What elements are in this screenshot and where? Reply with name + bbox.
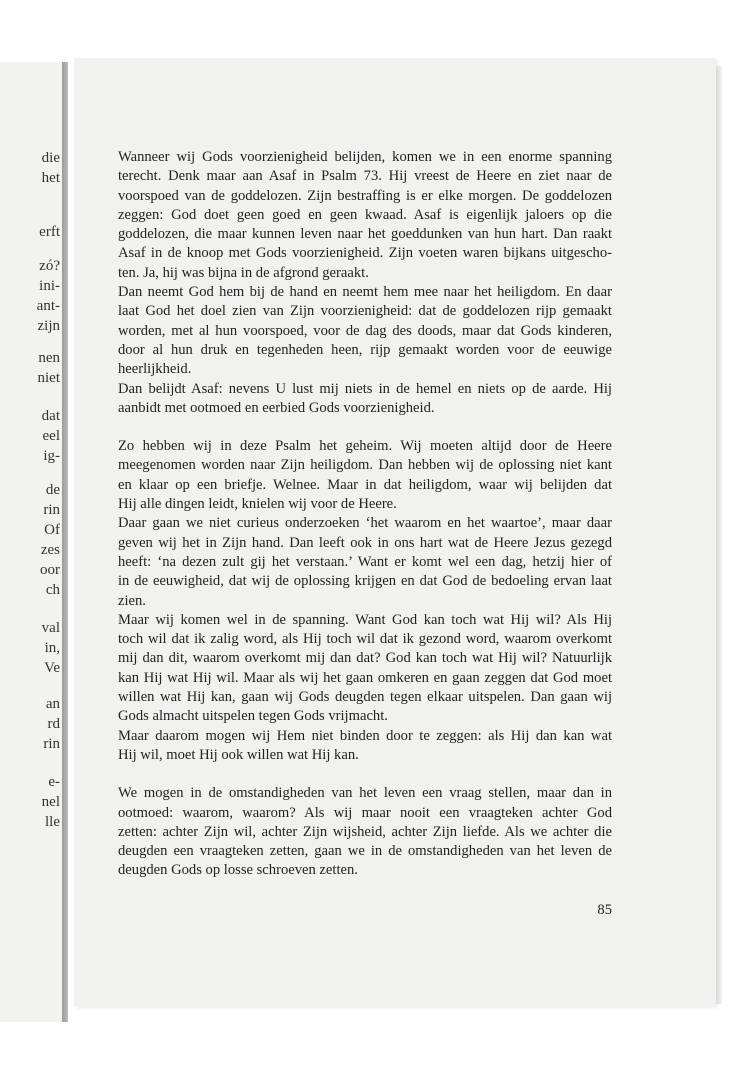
text-line: ootmoed: waarom, waarom? Als wij maar nooit een vraagteken achter God xyxy=(118,804,612,821)
text-line: deugden een vraagteken zetten, gaan we in de omstandigheden van het leven de xyxy=(118,843,612,860)
text-line: Gods almacht uitspelen tegen Gods vrijmacht. xyxy=(118,708,388,725)
text-line: heeft: ‘na dezen zult gij het verstaan.’ Want er komt wel een dag, hetzij hier of xyxy=(118,553,612,570)
page-number: 85 xyxy=(597,902,612,918)
left-page-fragment: zó? xyxy=(39,258,60,274)
left-page-fragment: niet xyxy=(37,370,60,386)
left-page-fragment: het xyxy=(41,170,60,186)
left-page-fragment: erft xyxy=(39,224,60,240)
left-page-fragment: ig- xyxy=(43,448,60,464)
text-line: toch wil dat ik zalig word, als Hij toch wil dat ik gezond word, waarom overkomt xyxy=(118,631,612,648)
left-page-fragment: lle xyxy=(45,814,60,830)
text-line: Hij alle dingen leidt, knielen wij voor de Heere. xyxy=(118,496,397,513)
body-text xyxy=(118,148,612,900)
left-page-fragment: zes xyxy=(40,542,60,558)
left-page-fragment: ant- xyxy=(36,298,60,314)
paragraph xyxy=(118,148,612,418)
text-line: heerlijkheid. xyxy=(118,361,192,378)
text-line: zeggen: God doet geen goed en geen kwaad. Asaf is eigenlijk jaloers op die xyxy=(118,206,612,223)
left-page-fragment: dat xyxy=(41,408,60,424)
text-line: ten. Ja, hij was bijna in de afgrond geraakt. xyxy=(118,264,369,281)
left-page-fragment: zijn xyxy=(37,318,60,334)
text-line: laat God het doel zien van Zijn voorzienigheid: dat de goddelozen rijp gemaakt xyxy=(118,303,612,320)
text-line: Asaf in de knoop met Gods voorzienigheid. Zijn voeten waren bijkans uitgescho- xyxy=(118,245,612,262)
text-line: willen wat Hij kan, gaan wij Gods deugden tegen elkaar uitspelen. Dan gaan wij xyxy=(118,689,612,706)
text-line: goddelozen, die maar kunnen leven naar het goeddunken van hun hart. Dan raakt xyxy=(118,226,612,243)
left-page-fragment: nen xyxy=(38,350,60,366)
text-line: mij dan dit, waarom overkomt mij dan dat? God kan toch wat Hij wil? Natuurlijk xyxy=(118,650,612,667)
left-page-fragment: nel xyxy=(41,794,60,810)
left-page-fragment: ch xyxy=(45,582,60,598)
text-line: door al hun druk en tegenheden heen, rijp gemaakt worden voor de eeuwige xyxy=(118,341,612,358)
left-page-fragment: Ve xyxy=(44,660,60,676)
paragraph xyxy=(118,784,612,880)
text-line: Hij wil, moet Hij ook willen wat Hij kan. xyxy=(118,746,359,763)
text-line: Dan neemt God hem bij de hand en neemt hem mee naar het heiligdom. En daar xyxy=(118,284,612,301)
paragraph xyxy=(118,437,612,765)
text-line: Daar gaan we niet curieus onderzoeken ‘het waarom en het waartoe’, maar daar xyxy=(118,515,612,532)
left-page-fragment: rd xyxy=(47,716,60,732)
page-gutter-line xyxy=(62,62,68,1022)
text-line: in de eeuwigheid, dat wij de oplossing krijgen en dat God de bedoeling ervan laat xyxy=(118,573,612,590)
text-line: zien. xyxy=(118,592,146,609)
text-line: kan Hij wat Hij wil. Maar als wij het gaan omkeren en gaan zeggen dat God moet xyxy=(118,669,612,686)
text-line: en klaar op een briefje. Welnee. Maar in dat heiligdom, waar wij belijden dat xyxy=(118,476,612,493)
text-line: Dan belijdt Asaf: nevens U lust mij niets in de hemel en niets op de aarde. Hij xyxy=(118,380,612,397)
left-page-fragment: oor xyxy=(40,562,60,578)
left-page-fragment: de xyxy=(45,482,60,498)
left-page-fragment: e- xyxy=(48,774,60,790)
right-page-edge xyxy=(716,66,722,1004)
left-page-fragment: val xyxy=(41,620,60,636)
text-line: terecht. Denk maar aan Asaf in Psalm 73. Hij vreest de Heere en ziet naar de xyxy=(118,168,612,185)
text-line: We mogen in de omstandigheden van het leven een vraag stellen, maar dan in xyxy=(118,785,612,802)
left-page-fragment: rin xyxy=(43,736,60,752)
text-line: deugden Gods op losse schroeven zetten. xyxy=(118,862,358,879)
text-line: Maar wij komen wel in de spanning. Want God kan toch wat Hij wil? Als Hij xyxy=(118,611,612,628)
text-line: aanbidt met ootmoed en eerbied Gods voorzienigheid. xyxy=(118,399,435,416)
text-line: meegenomen worden naar Zijn heiligdom. Dan hebben wij de oplossing niet kant xyxy=(118,457,612,474)
left-page-fragment: die xyxy=(41,150,60,166)
text-line: Maar daarom mogen wij Hem niet binden door te zeggen: als Hij dan kan wat xyxy=(118,727,612,744)
left-page-fragment: eel xyxy=(42,428,60,444)
left-page-fragment: an xyxy=(45,696,60,712)
text-line: Wanneer wij Gods voorzienigheid belijden, komen we in een enorme spanning xyxy=(118,149,612,165)
text-line: zetten: achter Zijn wil, achter Zijn wijsheid, achter Zijn liefde. Als we achter die xyxy=(118,823,612,840)
left-page-fragment: in, xyxy=(44,640,60,656)
text-line: Zo hebben wij in deze Psalm het geheim. Wij moeten altijd door de Heere xyxy=(118,438,612,455)
text-line: voorspoed van de goddelozen. Zijn bestraffing is er elke morgen. De goddelozen xyxy=(118,187,612,204)
left-page-fragment: rin xyxy=(43,502,60,518)
left-page-edge xyxy=(0,62,68,1022)
text-line: geven wij het in Zijn hand. Dan leeft ook in ons hart wat de Heere Jezus gezegd xyxy=(118,534,612,551)
text-line: worden, met al hun voorspoed, voor de dag des doods, maar dat Gods kinderen, xyxy=(118,322,612,339)
left-page-fragment: Of xyxy=(44,522,60,538)
left-page-fragment: ini- xyxy=(39,278,60,294)
